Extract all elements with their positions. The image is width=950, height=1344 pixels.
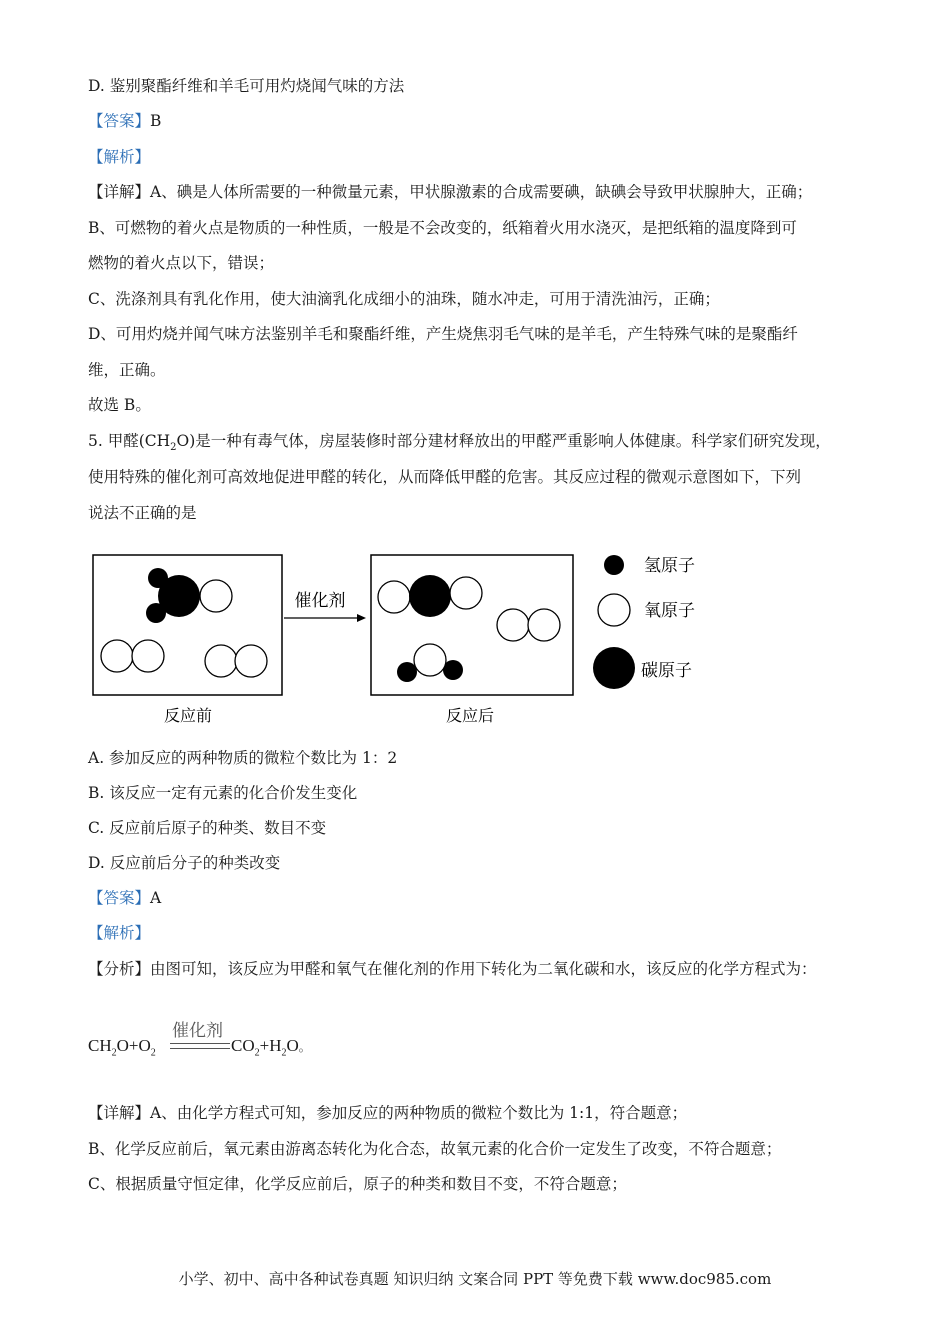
detail-line-b-cont: 燃物的着火点以下，错误；: [88, 254, 275, 272]
eq-ch: CH: [88, 1036, 112, 1055]
detail-line-2c: C、根据质量守恒定律，化学反应前后，原子的种类和数目不变，不符合题意；: [88, 1175, 627, 1193]
oxygen-atom: [414, 644, 446, 676]
legend-carbon-icon: [593, 647, 635, 689]
equation-catalyst: 催化剂: [172, 1021, 223, 1041]
oxygen-molecule: [101, 640, 164, 672]
carbon-atom: [409, 575, 451, 617]
analysis-tag: 【解析】: [88, 148, 151, 166]
page-footer: 小学、初中、高中各种试卷真题 知识归纳 文案合同 PPT 等免费下载 www.doc985.com: [178, 1270, 772, 1288]
oxygen-atom: [497, 609, 529, 641]
option-d: D. 反应前后分子的种类改变: [88, 854, 281, 872]
question-5-line: [88, 431, 831, 458]
eq-sub-2: 2: [150, 1047, 156, 1059]
answer-tag-2: 【答案】: [88, 889, 151, 907]
detail-line-2a: [88, 1103, 687, 1123]
legend-oxygen-label: 氧原子: [644, 601, 695, 621]
carbon-atom: [158, 575, 200, 617]
eq-co: CO: [231, 1036, 255, 1055]
equation-products: [231, 1036, 311, 1058]
eq-sub-3: 2: [254, 1047, 260, 1059]
oxygen-atom: [450, 577, 482, 609]
answer-tag: 【答案】: [88, 112, 151, 130]
question-5-text-a: 5. 甲醛(CH: [88, 432, 171, 450]
oxygen-molecule: [497, 609, 560, 641]
after-label: 反应后: [445, 706, 495, 725]
option-b: B. 该反应一定有元素的化合价发生变化: [88, 784, 358, 802]
analyze-text: 由图可知，该反应为甲醛和氧气在催化剂的作用下转化为二氧化碳和水，该反应的化学方程式为：: [150, 960, 817, 978]
question-5-subscript: 2: [170, 442, 177, 454]
catalyst-label: 催化剂: [294, 591, 346, 611]
legend-hydrogen-label: 氢原子: [644, 556, 695, 576]
carbon-dioxide-molecule: [378, 575, 482, 617]
water-molecule: [397, 644, 463, 682]
detail-line-d-cont: 维，正确。: [88, 361, 166, 379]
option-d-line: D. 鉴别聚酯纤维和羊毛可用灼烧闻气味的方法: [88, 77, 405, 95]
chemical-equation: [88, 1016, 388, 1066]
eq-sub-1: 2: [111, 1047, 117, 1059]
detail-text-2a: A、由化学方程式可知，参加反应的两种物质的微粒个数比为 1:1，符合题意；: [150, 1104, 688, 1122]
question-5-line-2: 使用特殊的催化剂可高效地促进甲醛的转化，从而降低甲醛的危害。其反应过程的微观示意图如下，下列: [88, 468, 802, 486]
formaldehyde-molecule: [146, 568, 232, 623]
analyze-line: [88, 959, 817, 979]
detail-line-2b: B、化学反应前后，氧元素由游离态转化为化合态，故氧元素的化合价一定发生了改变，不符合题意；: [88, 1140, 782, 1158]
question-5-line-3: 说法不正确的是: [88, 504, 197, 522]
reaction-diagram: [0, 540, 950, 740]
detail-tag-2: 【详解】: [88, 1104, 151, 1122]
eq-plus-h: +H: [259, 1036, 282, 1055]
eq-sub-4: 2: [281, 1047, 287, 1059]
legend-carbon-label: 碳原子: [641, 661, 692, 681]
detail-line-b: B、可燃物的着火点是物质的一种性质，一般是不会改变的，纸箱着火用水浇灭，是把纸箱的温度降到可: [88, 219, 797, 237]
detail-line-c: C、洗涤剂具有乳化作用，使大油滴乳化成细小的油珠，随水冲走，可用于清洗油污，正确；: [88, 290, 720, 308]
oxygen-atom: [132, 640, 164, 672]
answer-line-2: [88, 888, 161, 908]
oxygen-atom: [235, 645, 267, 677]
detail-tag: 【详解】: [88, 183, 151, 201]
oxygen-atom: [378, 581, 410, 613]
answer-value-2: A: [150, 889, 162, 907]
analyze-tag: 【分析】: [88, 960, 151, 978]
analysis-tag-2: 【解析】: [88, 924, 151, 942]
eq-o: O: [286, 1036, 299, 1055]
equation-reactants: [88, 1036, 156, 1058]
equation-equals-sign: [170, 1043, 230, 1049]
detail-text-a: A、碘是人体所需要的一种微量元素，甲状腺激素的合成需要碘，缺碘会导致甲状腺肿大，正确；: [150, 183, 813, 201]
hydrogen-atom: [397, 662, 417, 682]
oxygen-atom: [528, 609, 560, 641]
before-label: 反应前: [163, 706, 213, 725]
legend-hydrogen-icon: [604, 555, 624, 575]
eq-o-plus-o: O+O: [116, 1036, 151, 1055]
detail-line-d: D、可用灼烧并闻气味方法鉴别羊毛和聚酯纤维，产生烧焦羽毛气味的是羊毛，产生特殊气味的是聚酯纤: [88, 325, 798, 343]
detail-line-a: [88, 182, 812, 202]
answer-value: B: [150, 112, 162, 130]
option-a: A. 参加反应的两种物质的微粒个数比为 1：2: [88, 749, 398, 767]
question-5-text-b: O)是一种有毒气体，房屋装修时部分建材释放出的甲醛严重影响人体健康。科学家们研究发现，: [176, 432, 831, 450]
answer-line: [88, 111, 161, 131]
legend-oxygen-icon: [598, 594, 630, 626]
oxygen-atom: [205, 645, 237, 677]
option-c: C. 反应前后原子的种类、数目不变: [88, 819, 327, 837]
oxygen-atom: [200, 580, 232, 612]
oxygen-atom: [101, 640, 133, 672]
oxygen-molecule: [205, 645, 267, 677]
arrow-head-icon: [357, 614, 366, 622]
conclusion-line: 故选 B。: [88, 396, 151, 414]
eq-dot: 。: [298, 1040, 311, 1054]
